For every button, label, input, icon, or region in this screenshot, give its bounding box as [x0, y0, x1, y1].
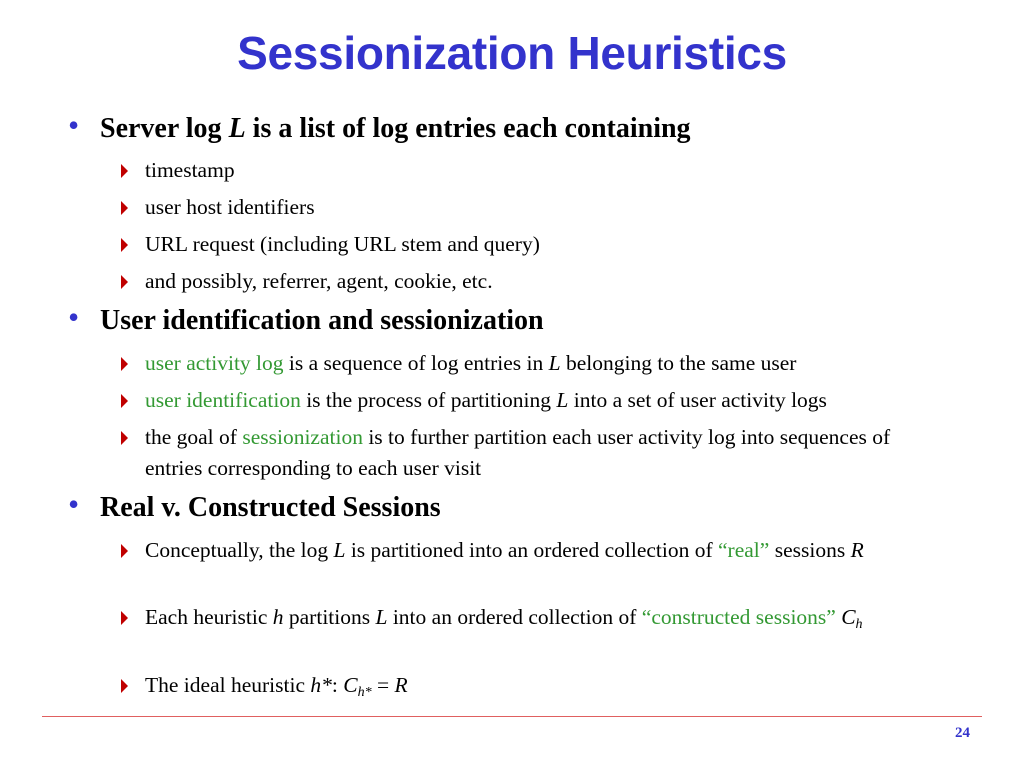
sub-bullet: URL request (including URL stem and query) — [145, 229, 985, 260]
sub-bullet: the goal of sessionization is to further partition each user activity log into sequences of entries corresponding to each user visit — [145, 422, 905, 484]
bullet-real-vs-constructed: • Real v. Constructed Sessions — [68, 486, 441, 523]
sub-bullet: and possibly, referrer, agent, cookie, etc. — [145, 266, 985, 297]
page-number: 24 — [955, 725, 970, 741]
arrow-bullet-icon — [121, 431, 128, 445]
bullet-dot-icon: • — [68, 107, 80, 143]
arrow-bullet-icon — [121, 201, 128, 215]
arrow-bullet-icon — [121, 394, 128, 408]
arrow-bullet-icon — [121, 357, 128, 371]
arrow-bullet-icon — [121, 679, 128, 693]
arrow-bullet-icon — [121, 275, 128, 289]
sub-bullet: user activity log is a sequence of log entries in L belonging to the same user — [145, 348, 985, 379]
arrow-bullet-icon — [121, 544, 128, 558]
sub-bullet: timestamp — [145, 155, 985, 186]
sub-bullet: Each heuristic h partitions L into an ordered collection of “constructed sessions” $C_h$ — [145, 602, 885, 633]
sub-bullet: Conceptually, the log L is partitioned into an ordered collection of “real” sessions R — [145, 535, 905, 566]
bullet-server-log: • Server log L is a list of log entries each containing — [68, 107, 691, 144]
sub-bullet: user host identifiers — [145, 192, 985, 223]
sub-bullet: user identification is the process of partitioning L into a set of user activity logs — [145, 385, 985, 416]
sub-bullet: The ideal heuristic h*: $C_{h*} = R$ — [145, 670, 985, 701]
arrow-bullet-icon — [121, 238, 128, 252]
bullet-user-identification: • User identification and sessionization — [68, 299, 544, 336]
bullet-dot-icon: • — [68, 486, 80, 522]
slide-title: Sessionization Heuristics — [237, 27, 787, 79]
footer-rule — [42, 716, 982, 717]
bullet-dot-icon: • — [68, 299, 80, 335]
arrow-bullet-icon — [121, 611, 128, 625]
arrow-bullet-icon — [121, 164, 128, 178]
